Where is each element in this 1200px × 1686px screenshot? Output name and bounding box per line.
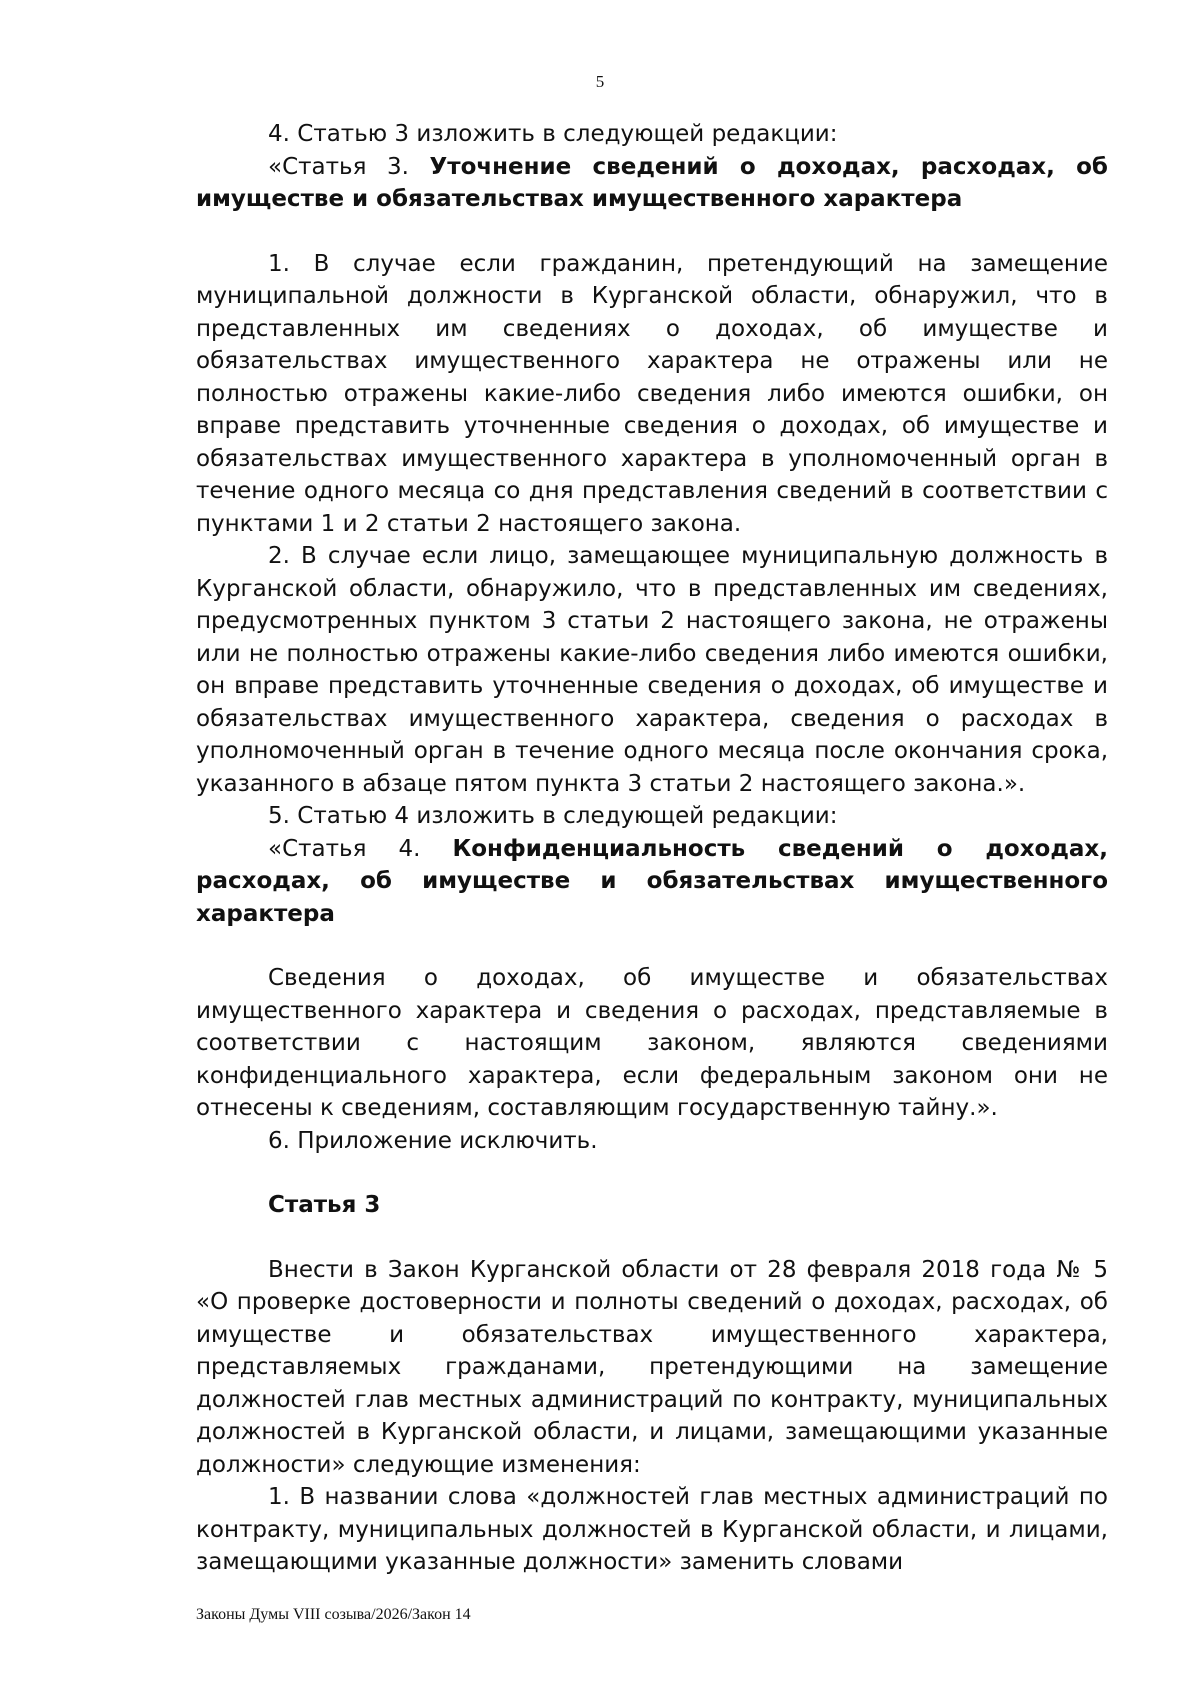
paragraph-confidentiality: Сведения о доходах, об имуществе и обязательствах имущественного характера и сведения о расходах, представляемые в соответствии с настоящим законом, являются сведениями конфиденциального характера, если федеральным законом они не отнесены к сведениям, составляющим государственную тайну.». — [196, 965, 1108, 1121]
paragraph-item-2: 2. В случае если лицо, замещающее муниципальную должность в Курганской области, обнаружило, что в представленных им сведениях, предусмотренных пунктом 3 статьи 2 настоящего закона, не отражены или не полностью отражены какие-либо сведения либо имеются ошибки, он вправе представить уточненные сведения о доходах, об имуществе и обязательствах имущественного характера, сведения о расходах в уполномоченный орган в течение одного месяца после окончания срока, указанного в абзаце пятом пункта 3 статьи 2 настоящего закона.». — [196, 543, 1108, 797]
paragraph-item-6: 6. Приложение исключить. — [268, 1127, 598, 1154]
spacer — [196, 1222, 1108, 1254]
paragraph-amend-article-3: 4. Статью 3 изложить в следующей редакции: — [268, 121, 838, 147]
article-4-prefix: «Статья 4. — [268, 835, 453, 862]
article-3-prefix: «Статья 3. — [268, 153, 430, 180]
spacer — [196, 216, 1108, 248]
spacer — [196, 1157, 1108, 1189]
article-4-heading — [196, 833, 1108, 931]
spacer — [196, 930, 1108, 962]
article-3-title: Уточнение сведений о доходах, расходах, об имуществе и обязательствах имущественного характера — [196, 153, 1108, 212]
paragraph-introduce-changes: Внести в Закон Курганской области от 28 февраля 2018 года № 5 «О проверке достоверности и полноты сведений о доходах, расходах, об имуществе и обязательствах имущественного характера, представляемых гражданами, претендующими на замещение должностей глав местных администраций по контракту, муниципальных должностей в Курганской области, и лицами, замещающими указанные должности» следующие изменения: — [196, 1256, 1108, 1478]
document-body — [196, 118, 1108, 1579]
paragraph-amend-article-4: 5. Статью 4 изложить в следующей редакции: — [268, 803, 838, 829]
paragraph-change-1: 1. В названии слова «должностей глав местных администраций по контракту, муниципальных должностей в Курганской области, и лицами, замещающими указанные должности» заменить словами — [196, 1484, 1108, 1575]
paragraph-item-1: 1. В случае если гражданин, претендующий на замещение муниципальной должности в Курганской области, обнаружил, что в представленных им сведениях о доходах, об имуществе и обязательствах имущественного характера не отражены или не полностью отражены какие-либо сведения либо имеются ошибки, он вправе представить уточненные сведения о доходах, об имуществе и обязательствах имущественного характера в уполномоченный орган в течение одного месяца со дня представления сведений в соответствии с пунктами 1 и 2 статьи 2 настоящего закона. — [196, 250, 1108, 537]
article-4-title: Конфиденциальность сведений о доходах, расходах, об имуществе и обязательствах имущественного характера — [196, 835, 1109, 927]
page-number: 5 — [595, 72, 605, 91]
article-3-heading — [196, 151, 1108, 216]
article-3-section-heading: Статья 3 — [268, 1192, 381, 1218]
footer-document-id: Законы Думы VIII созыва/2026/Закон 14 — [196, 1606, 471, 1623]
